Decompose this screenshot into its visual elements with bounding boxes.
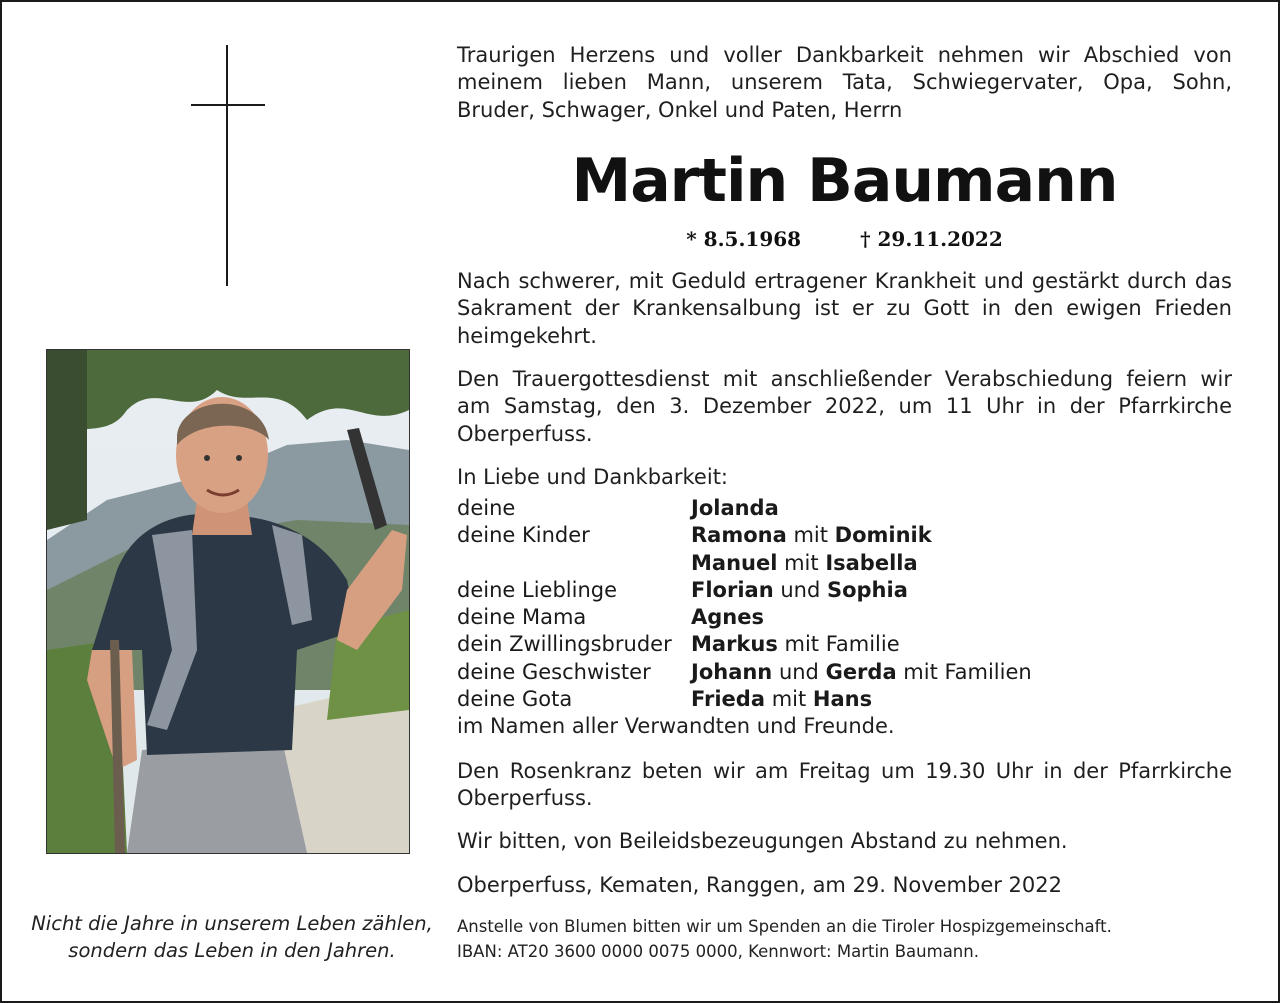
mourner-names: Markus mit Familie	[691, 632, 900, 657]
cross-icon-bar	[191, 104, 265, 106]
paragraph-line: Oberperfuss.	[457, 421, 593, 446]
paragraph-line: Nach schwerer, mit Geduld ertragener Krankheit und gestärkt durch das	[457, 269, 1232, 293]
mourner-name: Dominik	[834, 523, 932, 548]
mourner-relation: deine Kinder	[457, 523, 590, 548]
mourner-names: Ramona mit Dominik	[691, 523, 932, 548]
deceased-name: Martin Baumann	[571, 146, 1118, 216]
mourner-row	[457, 522, 1232, 549]
death-date: † 29.11.2022	[860, 227, 1003, 251]
mourner-names: Johann und Gerda mit Familien	[691, 659, 1032, 684]
mourner-name: Manuel	[691, 550, 778, 575]
portrait-photo	[46, 349, 410, 854]
mourner-row	[457, 495, 1232, 522]
mourner-name: Frieda	[691, 687, 766, 712]
life-dates	[457, 227, 1232, 251]
mourner-row	[457, 604, 1232, 631]
mourner-names: Frieda mit Hans	[691, 687, 873, 712]
mourner-row	[457, 550, 1232, 577]
motto-line: sondern das Leben in den Jahren.	[68, 939, 396, 962]
mourner-relation: deine Gota	[457, 687, 573, 712]
place-date: Oberperfuss, Kematen, Ranggen, am 29. November 2022	[457, 873, 1063, 897]
paragraph-line: Den Rosenkranz beten wir am Freitag um 19.30 Uhr in der Pfarrkirche	[457, 759, 1232, 783]
paragraph-line: heimgekehrt.	[457, 323, 597, 348]
donation-line: Anstelle von Blumen bitten wir um Spenden an die Tiroler Hospizgemeinschaft.	[457, 917, 1112, 936]
donation-note	[457, 914, 1232, 964]
mourners-list	[457, 495, 1232, 713]
mourner-name: Markus	[691, 632, 778, 657]
mourner-relation: deine Mama	[457, 605, 587, 630]
intro-line: Bruder, Schwager, Onkel und Paten, Herrn	[457, 97, 903, 122]
mourner-row	[457, 577, 1232, 604]
mourner-name: Johann	[691, 659, 773, 684]
mourner-names: Florian und Sophia	[691, 577, 908, 602]
intro-line: meinem lieben Mann, unserem Tata, Schwiegervater, Opa, Sohn,	[457, 70, 1232, 95]
motto	[12, 910, 452, 964]
condolence-note: Wir bitten, von Beileidsbezeugungen Abstand zu nehmen.	[457, 829, 1068, 853]
mourner-row	[457, 659, 1232, 686]
paragraph-line: Oberperfuss.	[457, 786, 593, 811]
mourner-relation: dein Zwillingsbruder	[457, 632, 672, 657]
mourner-relation: deine Lieblinge	[457, 577, 618, 602]
illness-paragraph	[457, 268, 1232, 350]
mourner-name: Sophia	[826, 577, 908, 602]
service-paragraph	[457, 366, 1232, 448]
intro-paragraph	[457, 42, 1232, 124]
paragraph-line: Den Trauergottesdienst mit anschließender Verabschiedung feiern wir	[457, 367, 1232, 391]
mourner-row	[457, 631, 1232, 658]
mourners-closing: im Namen aller Verwandten und Freunde.	[457, 714, 895, 738]
mourner-name: Jolanda	[691, 496, 779, 520]
mourners-heading: In Liebe und Dankbarkeit:	[457, 465, 729, 489]
mourner-name: Gerda	[825, 659, 897, 684]
motto-line: Nicht die Jahre in unserem Leben zählen,	[31, 912, 433, 935]
donation-line: IBAN: AT20 3600 0000 0075 0000, Kennwort: Martin Baumann.	[457, 942, 979, 961]
mourner-name: Agnes	[691, 605, 764, 630]
mourner-name: Hans	[812, 687, 873, 712]
mourner-name: Ramona	[691, 523, 787, 548]
birth-date: * 8.5.1968	[686, 227, 802, 251]
mourner-name: Isabella	[825, 550, 918, 575]
mourner-relation	[457, 550, 691, 577]
intro-line: Traurigen Herzens und voller Dankbarkeit nehmen wir Abschied von	[457, 43, 1232, 67]
mourner-relation: deine Geschwister	[457, 659, 651, 684]
paragraph-line: am Samstag, den 3. Dezember 2022, um 11 Uhr in der Pfarrkirche	[457, 394, 1232, 419]
mourner-name: Florian	[691, 577, 774, 602]
mourner-names	[691, 604, 764, 631]
mourner-names: Manuel mit Isabella	[691, 550, 918, 575]
rosary-paragraph	[457, 758, 1232, 813]
mourner-relation: deine	[457, 496, 516, 520]
mourner-row	[457, 686, 1232, 713]
cross-icon	[226, 45, 228, 286]
paragraph-line: Sakrament der Krankensalbung ist er zu Gott in den ewigen Frieden	[457, 296, 1232, 321]
mourner-names	[691, 495, 779, 522]
